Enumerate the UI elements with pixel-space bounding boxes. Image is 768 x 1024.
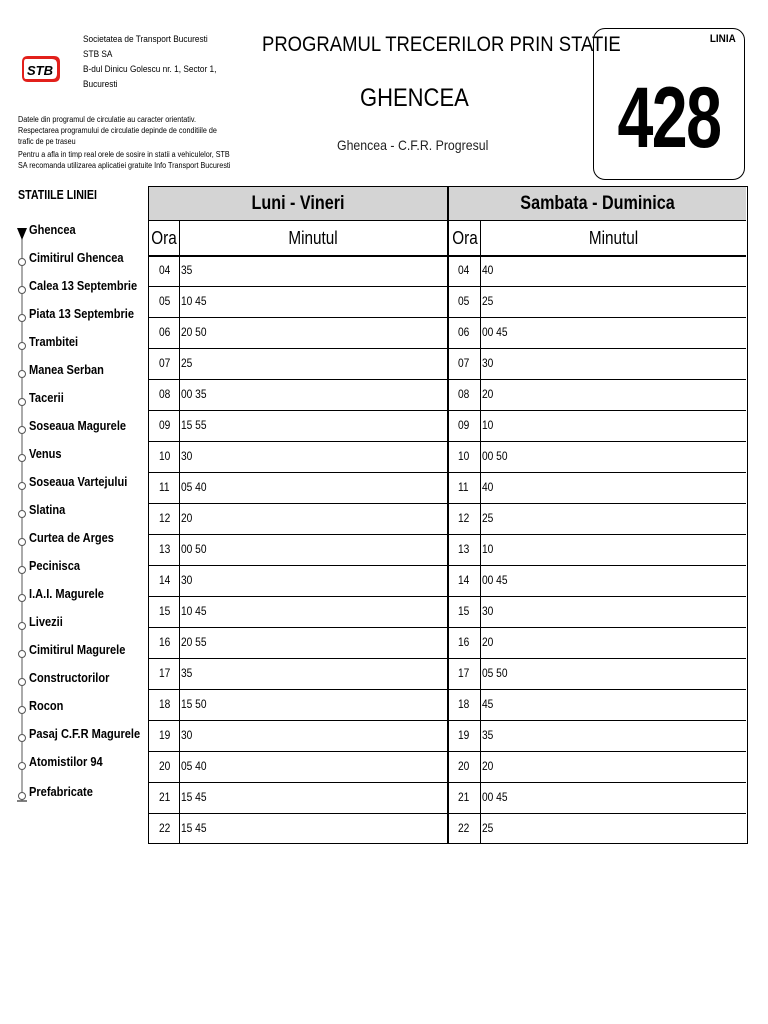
station-item: Pecinisca <box>29 558 80 573</box>
weekday-minute-cell: 20 55 <box>181 635 207 649</box>
app-recommendation-text: Pentru a afla in timp real orele de sosire in statii a vehiculelor, STB SA recomanda utilizarea aplicatiei gratuite Info Transport Bucuresti <box>18 150 231 170</box>
weekday-hour-cell: 06 <box>159 325 171 339</box>
station-item: Ghencea <box>29 222 76 237</box>
station-stop-icon <box>19 707 26 714</box>
station-stop-icon <box>19 763 26 770</box>
weekday-minute-cell: 30 <box>181 449 193 463</box>
station-stop-icon <box>19 511 26 518</box>
weekday-hour-cell: 19 <box>159 728 171 742</box>
weekday-minute-cell: 05 40 <box>181 480 207 494</box>
weekday-minute-cell: 00 50 <box>181 542 207 556</box>
weekend-hour-cell: 11 <box>458 480 469 494</box>
station-item: Pasaj C.F.R Magurele <box>29 726 141 741</box>
station-item: Piata 13 Septembrie <box>29 306 135 321</box>
weekend-minute-cell: 40 <box>482 263 494 277</box>
weekend-minute-cell: 45 <box>482 697 494 711</box>
company-line: Societatea de Transport Bucuresti <box>83 34 208 44</box>
weekday-minute-cell: 15 50 <box>181 697 207 711</box>
station-stop-icon <box>19 539 26 546</box>
weekend-hour-label: Ora <box>452 228 478 248</box>
weekend-minute-cell: 20 <box>482 387 494 401</box>
program-title: PROGRAMUL TRECERILOR PRIN STATIE <box>262 33 621 56</box>
weekday-minute-cell: 20 50 <box>181 325 207 339</box>
station-stop-icon <box>19 679 26 686</box>
route-line-diagram <box>14 222 30 812</box>
station-stop-icon <box>19 651 26 658</box>
weekend-minute-cell: 00 50 <box>482 449 508 463</box>
weekday-minute-cell: 10 45 <box>181 294 207 308</box>
company-line: B-dul Dinicu Golescu nr. 1, Sector 1, <box>83 64 217 74</box>
weekday-hour-cell: 14 <box>159 573 171 587</box>
station-title: GHENCEA <box>360 84 469 112</box>
weekend-minute-cell: 00 45 <box>482 325 508 339</box>
weekend-minute-cell: 05 50 <box>482 666 508 680</box>
weekend-hour-cell: 06 <box>458 325 470 339</box>
station-item: Manea Serban <box>29 362 104 377</box>
station-item: Slatina <box>29 502 66 517</box>
weekday-minute-cell: 35 <box>181 263 193 277</box>
weekend-hour-cell: 15 <box>458 604 470 618</box>
station-stop-icon <box>19 427 26 434</box>
station-item: Atomistilor 94 <box>29 754 103 769</box>
station-item: Trambitei <box>29 334 79 349</box>
weekday-hour-cell: 13 <box>159 542 171 556</box>
weekday-hour-cell: 20 <box>159 759 171 773</box>
line-number: 428 <box>617 70 721 166</box>
weekend-hour-cell: 18 <box>458 697 470 711</box>
station-stop-icon <box>19 287 26 294</box>
line-label: LINIA <box>710 33 736 45</box>
weekend-hour-cell: 14 <box>458 573 470 587</box>
weekday-hour-label: Ora <box>151 228 177 248</box>
weekday-minute-cell: 30 <box>181 728 193 742</box>
weekend-minute-cell: 20 <box>482 635 494 649</box>
weekday-minute-label: Minutul <box>288 228 338 248</box>
weekday-minute-cell: 10 45 <box>181 604 207 618</box>
station-stop-icon <box>19 595 26 602</box>
weekend-minute-cell: 30 <box>482 356 494 370</box>
station-stop-icon <box>19 623 26 630</box>
timetable <box>148 186 748 844</box>
weekend-minute-cell: 00 45 <box>482 790 508 804</box>
weekday-header: Luni - Vineri <box>251 193 345 214</box>
weekday-hour-cell: 22 <box>159 821 171 835</box>
weekend-hour-cell: 22 <box>458 821 470 835</box>
weekday-minute-cell: 15 45 <box>181 790 207 804</box>
weekend-hour-cell: 21 <box>458 790 470 804</box>
weekend-minute-label: Minutul <box>588 228 639 248</box>
station-item: Tacerii <box>29 390 64 405</box>
weekend-hour-cell: 04 <box>458 263 470 277</box>
weekday-minute-cell: 15 45 <box>181 821 207 835</box>
weekday-hour-cell: 12 <box>159 511 171 525</box>
current-station-marker-icon <box>17 228 27 240</box>
weekday-minute-cell: 20 <box>181 511 193 525</box>
logo-text: STB <box>27 63 53 78</box>
weekday-hour-cell: 10 <box>159 449 171 463</box>
weekend-hour-cell: 05 <box>458 294 470 308</box>
hour-column-divider <box>480 220 481 844</box>
station-item: Constructorilor <box>29 670 110 685</box>
weekday-minute-cell: 25 <box>181 356 193 370</box>
weekday-minute-cell: 30 <box>181 573 193 587</box>
weekday-hour-cell: 08 <box>159 387 171 401</box>
station-stop-icon <box>19 483 26 490</box>
weekday-minute-cell: 35 <box>181 666 193 680</box>
weekend-minute-cell: 20 <box>482 759 494 773</box>
disclaimer-text: Datele din programul de circulatie au caracter orientativ. Respectarea programului de circulatie depinde de conditiile de trafic de pe traseu <box>18 115 217 146</box>
weekend-minute-cell: 10 <box>482 542 494 556</box>
weekday-hour-cell: 18 <box>159 697 171 711</box>
weekend-minute-cell: 35 <box>482 728 494 742</box>
weekend-minute-cell: 25 <box>482 511 494 525</box>
weekend-hour-cell: 13 <box>458 542 470 556</box>
weekday-minute-cell: 00 35 <box>181 387 207 401</box>
station-item: Cimitirul Ghencea <box>29 250 124 265</box>
line-number-box <box>593 28 745 180</box>
route-name: Ghencea - C.F.R. Progresul <box>337 137 489 153</box>
weekend-minute-cell: 10 <box>482 418 494 432</box>
stb-logo <box>20 52 62 86</box>
company-line: STB SA <box>83 49 113 59</box>
station-item: Soseaua Magurele <box>29 418 127 433</box>
weekday-hour-cell: 11 <box>159 480 170 494</box>
station-stop-icon <box>19 793 26 800</box>
weekday-hour-cell: 16 <box>159 635 171 649</box>
station-stop-icon <box>19 735 26 742</box>
station-stop-icon <box>19 259 26 266</box>
weekend-hour-cell: 12 <box>458 511 470 525</box>
station-item: Cimitirul Magurele <box>29 642 126 657</box>
weekend-header: Sambata - Duminica <box>520 193 675 214</box>
weekend-hour-cell: 07 <box>458 356 470 370</box>
station-item: Rocon <box>29 698 64 713</box>
weekend-hour-cell: 19 <box>458 728 470 742</box>
weekday-hour-cell: 21 <box>159 790 171 804</box>
company-info <box>83 32 221 92</box>
weekday-minute-cell: 05 40 <box>181 759 207 773</box>
weekday-hour-cell: 17 <box>159 666 171 680</box>
weekday-hour-cell: 05 <box>159 294 171 308</box>
company-line: Bucuresti <box>83 79 118 89</box>
station-item: I.A.I. Magurele <box>29 586 104 601</box>
station-stop-icon <box>19 399 26 406</box>
weekend-hour-cell: 17 <box>458 666 470 680</box>
station-stop-icon <box>19 315 26 322</box>
station-item: Venus <box>29 446 62 461</box>
weekend-hour-cell: 20 <box>458 759 470 773</box>
station-stop-icon <box>19 343 26 350</box>
stations-header: STATIILE LINIEI <box>18 187 97 202</box>
station-item: Livezii <box>29 614 63 629</box>
weekend-minute-cell: 40 <box>482 480 494 494</box>
weekend-minute-cell: 25 <box>482 821 494 835</box>
station-stop-icon <box>19 371 26 378</box>
weekday-hour-cell: 09 <box>159 418 171 432</box>
section-divider <box>447 187 449 844</box>
station-stop-icon <box>19 455 26 462</box>
weekday-hour-cell: 15 <box>159 604 171 618</box>
station-stop-icon <box>19 567 26 574</box>
hour-column-divider <box>179 220 180 844</box>
weekend-hour-cell: 09 <box>458 418 470 432</box>
weekend-hour-cell: 08 <box>458 387 470 401</box>
weekend-minute-cell: 25 <box>482 294 494 308</box>
weekday-hour-cell: 04 <box>159 263 171 277</box>
station-item: Soseaua Vartejului <box>29 474 128 489</box>
weekend-minute-cell: 30 <box>482 604 494 618</box>
station-item: Calea 13 Septembrie <box>29 278 138 293</box>
weekday-hour-cell: 07 <box>159 356 171 370</box>
station-item: Curtea de Arges <box>29 530 114 545</box>
weekend-hour-cell: 16 <box>458 635 470 649</box>
weekend-minute-cell: 00 45 <box>482 573 508 587</box>
weekend-hour-cell: 10 <box>458 449 470 463</box>
station-item: Prefabricate <box>29 784 93 799</box>
weekday-minute-cell: 15 55 <box>181 418 207 432</box>
